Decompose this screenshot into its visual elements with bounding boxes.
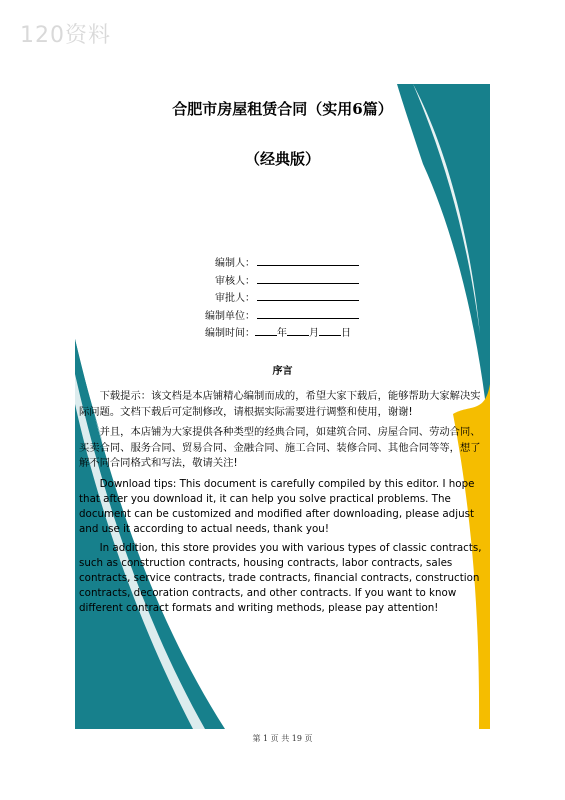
date-row <box>199 325 359 343</box>
document-subtitle: （经典版） <box>244 150 320 168</box>
month-blank <box>287 325 309 336</box>
document-title: 合肥市房屋租赁合同（实用6篇） <box>172 100 393 118</box>
preface-paragraph-2: 并且，本店铺为大家提供各种类型的经典合同，如建筑合同、房屋合同、劳动合同、买卖合同、服务合同、贸易合同、金融合同、施工合同、装修合同、其他合同等等，想了解不同合同格式和写法，敬请关注! <box>79 426 481 469</box>
year-blank <box>255 325 277 336</box>
month-label: 月 <box>309 328 319 339</box>
reviewer-row <box>199 273 359 291</box>
preface-paragraph-4: In addition, this store provides you with various types of classic contracts, such as construction contracts, housing contracts, labor contracts, sales contracts, service contracts, trade contracts, financial contracts, construction contracts, decoration contracts, and other contracts. If you want to know different contract formats and writing methods, please pay attention! <box>79 541 482 614</box>
document-page <box>75 84 490 729</box>
page-footer: 第 1 页 共 19 页 <box>252 734 313 743</box>
editor-label: 编制人： <box>215 258 255 269</box>
date-label: 编制时间： <box>205 328 255 339</box>
unit-blank <box>257 308 359 319</box>
preface-heading: 序言 <box>272 366 293 377</box>
unit-row <box>199 308 359 326</box>
unit-label: 编制单位： <box>205 310 255 322</box>
info-block <box>199 255 359 343</box>
reviewer-blank <box>257 273 359 284</box>
editor-row <box>199 255 359 273</box>
approver-blank <box>257 290 359 301</box>
approver-label: 审批人： <box>215 293 255 304</box>
preface-paragraph-1: 下载提示：该文档是本店铺精心编制而成的，希望大家下载后，能够帮助大家解决实际问题。文档下载后可定制修改，请根据实际需要进行调整和使用，谢谢! <box>79 390 481 418</box>
day-blank <box>319 325 341 336</box>
reviewer-label: 审核人： <box>215 275 255 287</box>
watermark: 120资料 <box>20 23 111 48</box>
editor-blank <box>257 255 359 266</box>
approver-row <box>199 290 359 308</box>
year-label: 年 <box>277 328 287 339</box>
preface-paragraph-3: Download tips: This document is carefully compiled by this editor. I hope that after you download it, it can help you solve practical problems. The document can be customized and modified after downloading, please adjust and use it according to actual needs, thank you! <box>79 477 475 535</box>
day-label: 日 <box>341 328 351 339</box>
preface-body <box>79 389 487 620</box>
